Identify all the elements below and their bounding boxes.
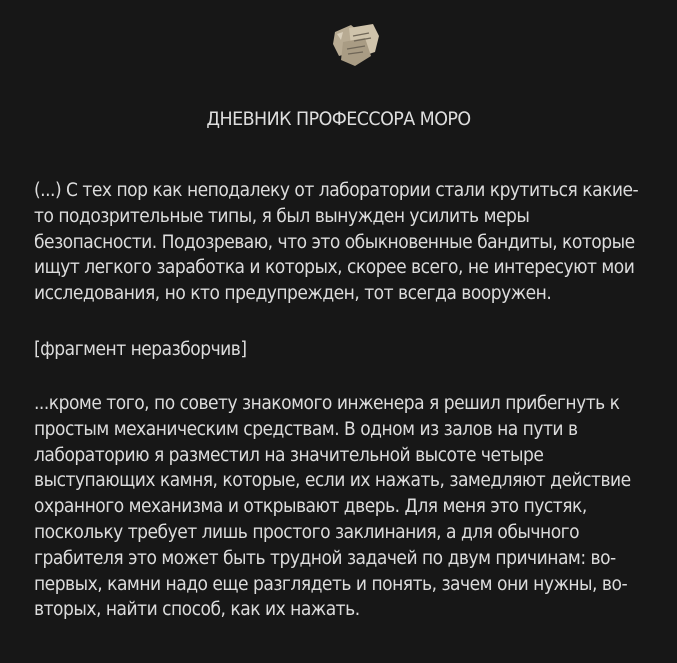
text-line: лабораторию я разместил на значительной высоте четыре	[34, 444, 544, 466]
text-line: ищут легкого заработка и которых, скорее всего, не интересуют мои	[34, 257, 635, 279]
text-line: охранного механизма и открывают дверь. Для меня это пустяк,	[34, 496, 587, 518]
text-line: простым механическим средствам. В одном из залов на пути в	[34, 418, 578, 440]
text-line: первых, камни надо еще разглядеть и понять, зачем они нужны, во-	[34, 573, 628, 595]
text-line: то подозрительные типы, я был вынужден усилить меры	[34, 205, 530, 227]
text-line: исследования, но кто предупрежден, тот всегда вооружен.	[34, 283, 552, 305]
text-line: безопасности. Подозреваю, что это обыкновенные бандиты, которые	[34, 231, 635, 253]
torn-paper-note-icon	[329, 22, 383, 68]
journal-paragraph-3	[34, 391, 645, 623]
text-line: грабителя это может быть трудной задачей по двум причинам: во-	[34, 547, 616, 569]
journal-title: ДНЕВНИК ПРОФЕССОРА МОРО	[206, 108, 471, 130]
journal-paragraph-2	[34, 337, 645, 363]
text-line: (...) С тех пор как неподалеку от лаборатории стали крутиться какие-	[34, 180, 639, 201]
text-line: ...кроме того, по совету знакомого инженера я решил прибегнуть к	[34, 393, 620, 414]
journal-paragraph-1	[34, 178, 645, 307]
text-line: вторых, найти способ, как их нажать.	[34, 599, 360, 621]
text-line: [фрагмент неразборчив]	[34, 339, 247, 360]
text-line: поскольку требует лишь простого заклинания, а для обычного	[34, 521, 580, 543]
text-line: выступающих камня, которые, если их нажать, замедляют действие	[34, 470, 631, 492]
